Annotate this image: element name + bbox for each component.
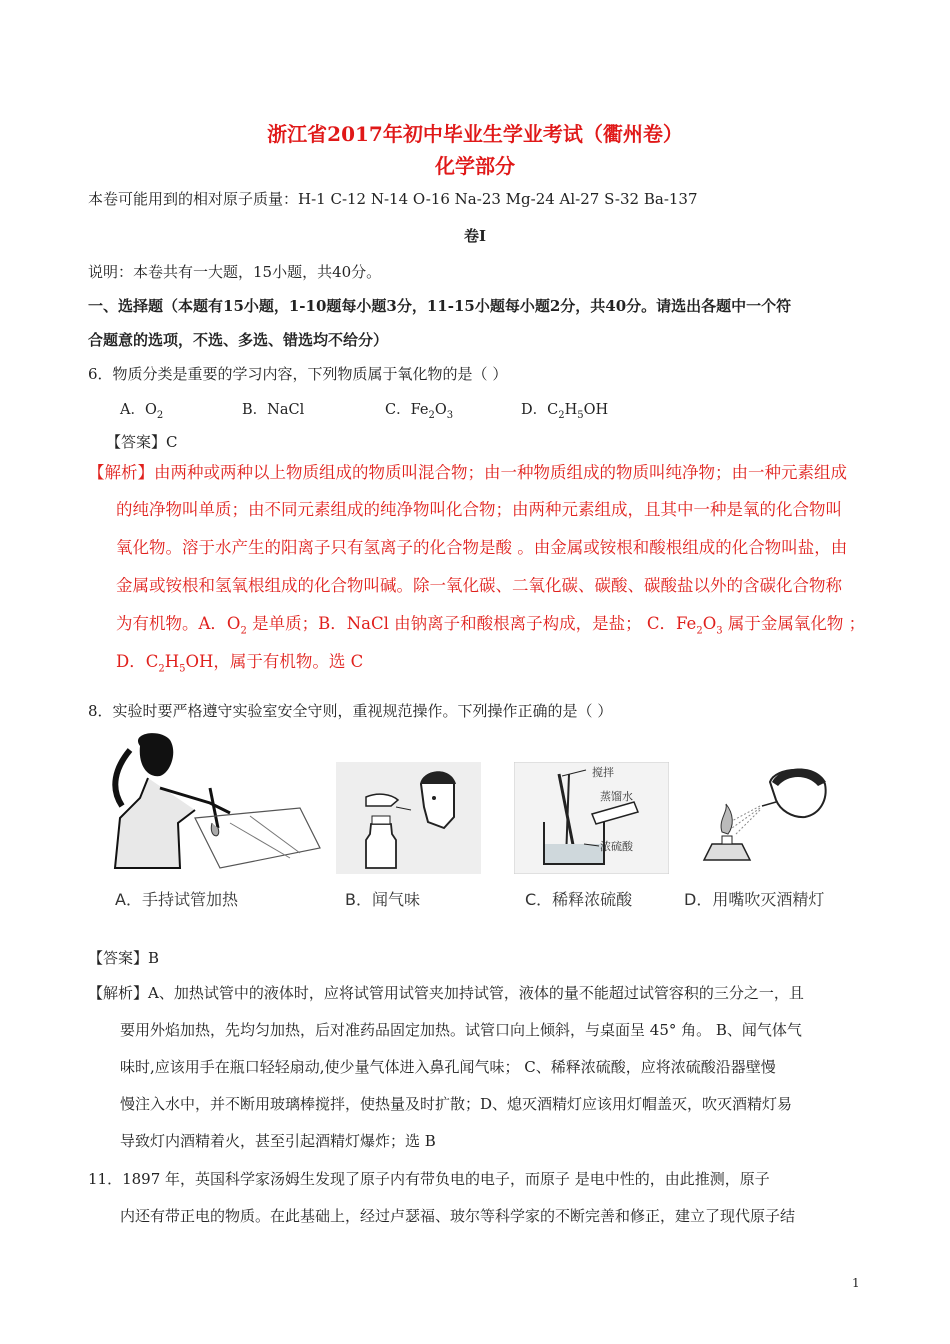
figure-b-smelling-gas: [336, 762, 481, 874]
q8-analysis-line3: 味时,应该用手在瓶口轻轻扇动,使少量气体进入鼻孔闻气味； C、稀释浓硫酸，应将浓硫酸沿器壁慢: [120, 1058, 776, 1076]
q6-option-b: B．NaCl: [242, 402, 305, 418]
figure-d-blowing-lamp: [700, 762, 845, 874]
q6-analysis-line6: D．$C_2H_5OH$，属于有机物。选 C: [116, 652, 364, 675]
atomic-mass-line: 本卷可能用到的相对原子质量：H-1 C-12 N-14 O-16 Na-23 Mg-24 Al-27 S-32 Ba-137: [88, 190, 698, 208]
q8-analysis-line1: 【解析】A、加热试管中的液体时，应将试管用试管夹加持试管，液体的量不能超过试管容积的三分之一，且: [88, 984, 804, 1002]
page-number: 1: [852, 1276, 860, 1290]
section-heading-line2: 合题意的选项，不选、多选、错选均不给分）: [88, 331, 389, 349]
volume-label: 卷I: [463, 227, 487, 245]
exam-subtitle: 化学部分: [435, 154, 515, 178]
q6-option-d: D．$C_2H_5OH$: [521, 402, 609, 421]
caption-a: A．手持试管加热: [115, 890, 238, 909]
q6-analysis-line1: 【解析】由两种或两种以上物质组成的物质叫混合物；由一种物质组成的物质叫纯净物；由一种元素组成: [88, 463, 847, 482]
q6-analysis-line4: 金属或铵根和氢氧根组成的化合物叫碱。除一氧化碳、二氧化碳、碳酸、碳酸盐以外的含碳化合物称: [116, 576, 842, 595]
label-distilled-water: 蒸馏水: [600, 790, 633, 803]
caption-c: C．稀释浓硫酸: [525, 890, 633, 909]
exam-title: 浙江省2017年初中毕业生学业考试（衢州卷）: [267, 122, 683, 146]
q6-analysis-line5: 为有机物。A．$O_2$ 是单质；B．NaCl 由钠离子和酸根离子构成，是盐； C．$Fe_2O_3$ 属于金属氧化物 ；: [116, 614, 866, 637]
q11-line2: 内还有带正电的物质。在此基础上，经过卢瑟福、玻尔等科学家的不断完善和修正，建立了现代原子结: [120, 1207, 796, 1225]
q6-analysis-line3: 氧化物。溶于水产生的阳离子只有氢离子的化合物是酸 。由金属或铵根和酸根组成的化合物叫盐，由: [116, 538, 848, 557]
q6-analysis-line2: 的纯净物叫单质；由不同元素组成的纯净物叫化合物；由两种元素组成，且其中一种是氧的化合物叫: [116, 500, 842, 519]
q6-option-a: A．$O_2$: [120, 402, 164, 421]
q6-answer: 【答案】C: [106, 433, 178, 451]
q8-analysis-line4: 慢注入水中，并不断用玻璃棒搅拌，使热量及时扩散；D、熄灭酒精灯应该用灯帽盖灭，吹灭酒精灯易: [120, 1095, 793, 1113]
q6-stem: 6．物质分类是重要的学习内容，下列物质属于氧化物的是（ ）: [88, 365, 508, 383]
label-conc-acid: 浓硫酸: [600, 840, 633, 853]
q8-stem: 8．实验时要严格遵守实验室安全守则，重视规范操作。下列操作正确的是（ ）: [88, 702, 613, 720]
q11-line1: 11．1897 年，英国科学家汤姆生发现了原子内有带负电的电子，而原子 是电中性的，由此推测，原子: [88, 1170, 770, 1188]
description: 说明：本卷共有一大题，15小题，共40分。: [88, 263, 382, 281]
q8-analysis-line2: 要用外焰加热，先均匀加热，后对准药品固定加热。试管口向上倾斜，与桌面呈 45° 角。 B、闻气体气: [120, 1021, 802, 1039]
label-stir: 搅拌: [592, 766, 614, 779]
q8-answer: 【答案】B: [88, 949, 160, 967]
q6-option-c: C．$Fe_2O_3$: [385, 402, 454, 421]
caption-b: B．闻气味: [345, 890, 420, 909]
q8-analysis-line5: 导致灯内酒精着火，甚至引起酒精灯爆炸；选 B: [120, 1132, 436, 1150]
figure-a-heating-test-tube: [100, 728, 325, 880]
section-heading-line1: 一、选择题（本题有15小题，1-10题每小题3分，11-15小题每小题2分，共40分。请选出各题中一个符: [88, 297, 792, 315]
caption-d: D．用嘴吹灭酒精灯: [684, 890, 825, 909]
